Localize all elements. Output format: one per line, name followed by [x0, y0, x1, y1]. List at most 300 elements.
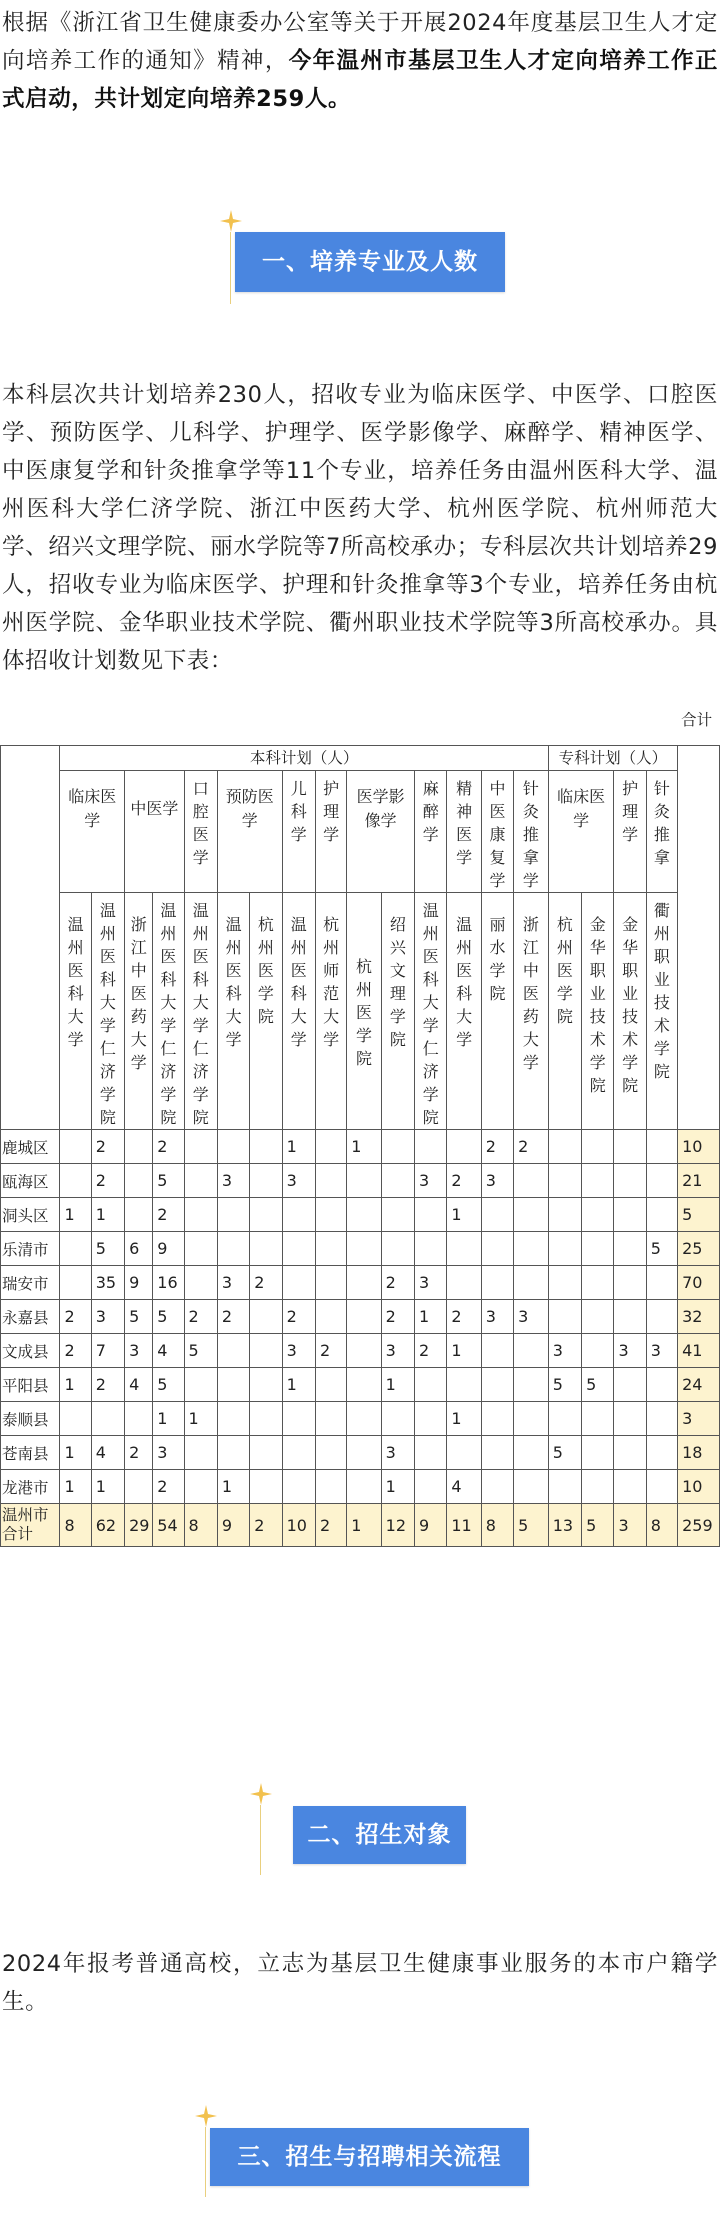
total-cell: 5	[678, 1198, 720, 1232]
count-cell	[582, 1130, 614, 1164]
corner-cell	[1, 746, 60, 1130]
count-cell	[548, 1266, 581, 1300]
university-header: 金华职业技术学院	[614, 893, 646, 1130]
count-cell	[315, 1402, 346, 1436]
count-cell: 5	[153, 1368, 184, 1402]
university-header: 温州医科大学	[60, 893, 91, 1130]
count-cell	[184, 1266, 217, 1300]
count-cell: 11	[447, 1504, 481, 1547]
count-cell: 8	[184, 1504, 217, 1547]
count-cell	[415, 1130, 447, 1164]
count-cell	[646, 1300, 677, 1334]
count-cell: 16	[153, 1266, 184, 1300]
count-cell	[582, 1164, 614, 1198]
table-row	[1, 1232, 720, 1266]
count-cell: 3	[514, 1300, 549, 1334]
count-cell	[514, 1266, 549, 1300]
count-cell	[347, 1368, 381, 1402]
count-cell: 2	[415, 1334, 447, 1368]
count-cell	[250, 1436, 282, 1470]
major-header: 中医学	[125, 771, 184, 893]
table-row	[1, 1368, 720, 1402]
region-cell: 乐清市	[1, 1232, 60, 1266]
total-cell: 259	[678, 1504, 720, 1547]
count-cell: 3	[614, 1504, 646, 1547]
undergrad-header: 本科计划（人）	[60, 746, 548, 771]
count-cell: 12	[381, 1504, 414, 1547]
count-cell: 13	[548, 1504, 581, 1547]
count-cell	[347, 1198, 381, 1232]
count-cell	[184, 1130, 217, 1164]
count-cell	[447, 1436, 481, 1470]
table-row	[1, 1402, 720, 1436]
count-cell	[60, 1164, 91, 1198]
table-row	[1, 1470, 720, 1504]
count-cell: 1	[184, 1402, 217, 1436]
count-cell	[548, 1130, 581, 1164]
count-cell: 3	[217, 1266, 249, 1300]
count-cell	[217, 1232, 249, 1266]
count-cell: 3	[415, 1266, 447, 1300]
intro-bold: 今年温州市基层卫生人才定向培养工作正式启动，共计划定向培养259人。	[2, 48, 718, 112]
target-paragraph: 2024年报考普通高校，立志为基层卫生健康事业服务的本市户籍学生。	[2, 1951, 718, 2015]
count-cell	[481, 1436, 513, 1470]
count-cell: 3	[282, 1334, 315, 1368]
section-title-training: 一、培养专业及人数	[235, 232, 505, 292]
count-cell: 5	[125, 1300, 153, 1334]
count-cell: 3	[381, 1436, 414, 1470]
count-cell	[614, 1368, 646, 1402]
count-cell	[250, 1130, 282, 1164]
university-header: 杭州师范大学	[315, 893, 346, 1130]
count-cell	[315, 1300, 346, 1334]
count-cell: 3	[481, 1300, 513, 1334]
count-cell: 3	[91, 1300, 124, 1334]
count-cell: 1	[153, 1402, 184, 1436]
count-cell	[125, 1130, 153, 1164]
count-cell	[60, 1402, 91, 1436]
count-cell: 2	[153, 1130, 184, 1164]
count-cell	[250, 1198, 282, 1232]
count-cell	[415, 1198, 447, 1232]
major-header: 预防医学	[217, 771, 282, 893]
count-cell: 1	[60, 1436, 91, 1470]
count-cell	[514, 1470, 549, 1504]
count-cell	[582, 1266, 614, 1300]
count-cell: 2	[60, 1300, 91, 1334]
count-cell: 2	[250, 1266, 282, 1300]
count-cell	[614, 1300, 646, 1334]
count-cell	[315, 1470, 346, 1504]
count-cell: 2	[184, 1300, 217, 1334]
count-cell	[646, 1436, 677, 1470]
count-cell	[315, 1232, 346, 1266]
count-cell: 1	[282, 1368, 315, 1402]
count-cell	[646, 1470, 677, 1504]
count-cell	[125, 1402, 153, 1436]
count-cell	[217, 1436, 249, 1470]
count-cell: 2	[60, 1334, 91, 1368]
region-cell: 瑞安市	[1, 1266, 60, 1300]
major-header: 麻醉学	[415, 771, 447, 893]
count-cell: 4	[153, 1334, 184, 1368]
decor-line	[230, 232, 231, 304]
count-cell: 1	[447, 1198, 481, 1232]
table-row	[1, 1334, 720, 1368]
total-header: 合计	[678, 746, 720, 1130]
count-cell	[282, 1266, 315, 1300]
enrollment-table	[0, 710, 720, 1547]
count-cell	[514, 1232, 549, 1266]
region-cell: 永嘉县	[1, 1300, 60, 1334]
sparkle-icon	[195, 2105, 217, 2127]
count-cell	[548, 1232, 581, 1266]
major-header: 临床医学	[548, 771, 614, 893]
university-header: 杭州医学院	[548, 893, 581, 1130]
university-header: 浙江中医药大学	[125, 893, 153, 1130]
count-cell	[184, 1164, 217, 1198]
university-header: 绍兴文理学院	[381, 893, 414, 1130]
table-row	[1, 1130, 720, 1164]
count-cell	[415, 1402, 447, 1436]
count-cell	[582, 1300, 614, 1334]
count-cell: 1	[447, 1402, 481, 1436]
count-cell	[548, 1402, 581, 1436]
count-cell: 1	[347, 1130, 381, 1164]
university-header: 温州医科大学仁济学院	[415, 893, 447, 1130]
count-cell	[282, 1436, 315, 1470]
total-cell: 25	[678, 1232, 720, 1266]
count-cell	[217, 1368, 249, 1402]
count-cell	[91, 1402, 124, 1436]
university-header: 温州医科大学仁济学院	[153, 893, 184, 1130]
count-cell	[347, 1266, 381, 1300]
count-cell	[250, 1164, 282, 1198]
count-cell	[315, 1266, 346, 1300]
region-cell: 平阳县	[1, 1368, 60, 1402]
count-cell	[60, 1232, 91, 1266]
decor-line	[205, 2127, 206, 2197]
count-cell: 2	[282, 1300, 315, 1334]
count-cell: 1	[91, 1198, 124, 1232]
count-cell	[217, 1334, 249, 1368]
count-cell	[447, 1266, 481, 1300]
major-header: 精神医学	[447, 771, 481, 893]
region-cell: 瓯海区	[1, 1164, 60, 1198]
count-cell	[646, 1164, 677, 1198]
section-title-process: 三、招生与招聘相关流程	[210, 2128, 529, 2186]
region-cell: 温州市合计	[1, 1504, 60, 1547]
count-cell	[184, 1368, 217, 1402]
count-cell	[646, 1368, 677, 1402]
count-cell: 5	[184, 1334, 217, 1368]
major-header: 医学影像学	[347, 771, 415, 893]
count-cell: 2	[125, 1436, 153, 1470]
count-cell	[548, 1198, 581, 1232]
university-header: 温州医科大学	[217, 893, 249, 1130]
table-row	[1, 1300, 720, 1334]
table-header-row	[1, 746, 720, 771]
count-cell: 9	[125, 1266, 153, 1300]
count-cell	[381, 1402, 414, 1436]
count-cell	[514, 1436, 549, 1470]
sparkle-icon	[250, 1783, 272, 1805]
total-cell: 70	[678, 1266, 720, 1300]
count-cell	[614, 1232, 646, 1266]
count-cell	[60, 1266, 91, 1300]
count-cell	[415, 1368, 447, 1402]
count-cell: 3	[282, 1164, 315, 1198]
count-cell: 2	[217, 1300, 249, 1334]
count-cell: 2	[315, 1334, 346, 1368]
university-header-row	[1, 893, 720, 1130]
count-cell: 2	[153, 1198, 184, 1232]
total-cell: 3	[678, 1402, 720, 1436]
major-header: 护理学	[614, 771, 646, 893]
count-cell: 3	[646, 1334, 677, 1368]
count-cell: 2	[381, 1300, 414, 1334]
count-cell	[415, 1470, 447, 1504]
count-cell: 9	[153, 1232, 184, 1266]
count-cell	[217, 1402, 249, 1436]
count-cell: 3	[217, 1164, 249, 1198]
count-cell	[614, 1198, 646, 1232]
count-cell	[514, 1334, 549, 1368]
count-cell	[60, 1130, 91, 1164]
count-cell	[481, 1368, 513, 1402]
count-cell	[125, 1164, 153, 1198]
count-cell: 5	[582, 1368, 614, 1402]
count-cell	[514, 1368, 549, 1402]
count-cell	[250, 1232, 282, 1266]
count-cell	[614, 1266, 646, 1300]
count-cell	[315, 1368, 346, 1402]
intro-text: 根据《浙江省卫生健康委办公室等关于开展2024年度基层卫生人才定向培养工作的通知》精神，	[2, 10, 718, 74]
count-cell: 2	[91, 1368, 124, 1402]
count-cell	[415, 1232, 447, 1266]
count-cell	[250, 1470, 282, 1504]
count-cell	[125, 1198, 153, 1232]
university-header: 杭州医学院	[347, 893, 381, 1130]
count-cell: 3	[481, 1164, 513, 1198]
count-cell	[381, 1198, 414, 1232]
count-cell: 3	[548, 1334, 581, 1368]
count-cell: 1	[381, 1368, 414, 1402]
count-cell	[282, 1470, 315, 1504]
total-cell: 24	[678, 1368, 720, 1402]
count-cell	[184, 1198, 217, 1232]
count-cell	[481, 1470, 513, 1504]
count-cell: 2	[447, 1300, 481, 1334]
count-cell	[347, 1334, 381, 1368]
count-cell	[250, 1402, 282, 1436]
count-cell: 2	[481, 1130, 513, 1164]
intro-paragraph	[0, 4, 720, 118]
college-header: 专科计划（人）	[548, 746, 677, 771]
count-cell	[646, 1266, 677, 1300]
count-cell	[514, 1402, 549, 1436]
count-cell	[347, 1232, 381, 1266]
major-header: 护理学	[315, 771, 346, 893]
count-cell: 2	[91, 1130, 124, 1164]
count-cell: 8	[646, 1504, 677, 1547]
major-header: 针灸推拿	[646, 771, 677, 893]
count-cell: 1	[447, 1334, 481, 1368]
count-cell	[582, 1198, 614, 1232]
university-header: 温州医科大学仁济学院	[184, 893, 217, 1130]
count-cell	[184, 1232, 217, 1266]
total-cell: 32	[678, 1300, 720, 1334]
university-header: 温州医科大学	[282, 893, 315, 1130]
count-cell: 5	[153, 1164, 184, 1198]
count-cell: 7	[91, 1334, 124, 1368]
major-header: 口腔医学	[184, 771, 217, 893]
count-cell: 1	[60, 1368, 91, 1402]
total-cell: 21	[678, 1164, 720, 1198]
count-cell	[582, 1436, 614, 1470]
region-cell: 洞头区	[1, 1198, 60, 1232]
count-cell	[217, 1130, 249, 1164]
count-cell: 2	[250, 1504, 282, 1547]
total-cell: 10	[678, 1130, 720, 1164]
university-header: 衢州职业技术学院	[646, 893, 677, 1130]
count-cell	[315, 1130, 346, 1164]
count-cell	[548, 1300, 581, 1334]
count-cell	[381, 1232, 414, 1266]
plan-paragraph: 本科层次共计划培养230人，招收专业为临床医学、中医学、口腔医学、预防医学、儿科学、护理学、医学影像学、麻醉学、精神医学、中医康复学和针灸推拿学等11个专业，培养任务由温州医科大学、温州医科大学仁济学院、浙江中医药大学、杭州医学院、杭州师范大学、绍兴文理学院、丽水学院等7所高校承办；专科层次共计划培养29人，招收专业为临床医学、护理和针灸推拿等3个专业，培养任务由杭州医学院、金华职业技术学院、衢州职业技术学院等3所高校承办。具体招收计划数见下表：	[2, 382, 718, 674]
count-cell	[646, 1130, 677, 1164]
count-cell: 1	[415, 1300, 447, 1334]
count-cell	[282, 1198, 315, 1232]
count-cell: 8	[60, 1504, 91, 1547]
count-cell: 35	[91, 1266, 124, 1300]
count-cell: 6	[125, 1232, 153, 1266]
count-cell	[381, 1130, 414, 1164]
count-cell	[646, 1198, 677, 1232]
count-cell	[415, 1436, 447, 1470]
university-header: 丽水学院	[481, 893, 513, 1130]
region-cell: 苍南县	[1, 1436, 60, 1470]
table-body	[1, 1130, 720, 1547]
count-cell: 3	[125, 1334, 153, 1368]
count-cell: 3	[153, 1436, 184, 1470]
count-cell	[481, 1334, 513, 1368]
university-header: 浙江中医药大学	[514, 893, 549, 1130]
count-cell	[614, 1164, 646, 1198]
count-cell: 1	[60, 1470, 91, 1504]
count-cell	[217, 1198, 249, 1232]
count-cell: 3	[415, 1164, 447, 1198]
section-title-target: 二、招生对象	[293, 1806, 466, 1864]
university-header: 温州医科大学仁济学院	[91, 893, 124, 1130]
count-cell	[582, 1334, 614, 1368]
major-header-row	[1, 771, 720, 893]
count-cell	[582, 1232, 614, 1266]
count-cell: 1	[282, 1130, 315, 1164]
major-header: 中医康复学	[481, 771, 513, 893]
total-cell: 10	[678, 1470, 720, 1504]
count-cell	[347, 1300, 381, 1334]
major-header: 儿科学	[282, 771, 315, 893]
count-cell: 29	[125, 1504, 153, 1547]
count-cell: 8	[481, 1504, 513, 1547]
count-cell: 5	[548, 1436, 581, 1470]
count-cell: 3	[381, 1334, 414, 1368]
count-cell	[381, 1164, 414, 1198]
summary-row	[1, 1504, 720, 1547]
count-cell: 5	[153, 1300, 184, 1334]
count-cell: 3	[614, 1334, 646, 1368]
count-cell	[447, 1232, 481, 1266]
count-cell	[125, 1470, 153, 1504]
university-header: 杭州医学院	[250, 893, 282, 1130]
count-cell: 54	[153, 1504, 184, 1547]
count-cell	[548, 1164, 581, 1198]
count-cell	[582, 1470, 614, 1504]
count-cell: 2	[153, 1470, 184, 1504]
count-cell	[250, 1300, 282, 1334]
count-cell	[481, 1402, 513, 1436]
count-cell	[184, 1470, 217, 1504]
count-cell	[282, 1402, 315, 1436]
count-cell	[614, 1130, 646, 1164]
count-cell	[347, 1436, 381, 1470]
region-cell: 龙港市	[1, 1470, 60, 1504]
region-cell: 文成县	[1, 1334, 60, 1368]
count-cell: 2	[381, 1266, 414, 1300]
count-cell	[614, 1470, 646, 1504]
count-cell	[250, 1334, 282, 1368]
count-cell	[315, 1164, 346, 1198]
count-cell: 1	[217, 1470, 249, 1504]
count-cell	[548, 1470, 581, 1504]
count-cell	[447, 1368, 481, 1402]
major-header: 针灸推拿学	[514, 771, 549, 893]
count-cell	[481, 1266, 513, 1300]
count-cell: 4	[447, 1470, 481, 1504]
count-cell	[514, 1164, 549, 1198]
count-cell: 5	[91, 1232, 124, 1266]
count-cell: 2	[315, 1504, 346, 1547]
university-header: 金华职业技术学院	[582, 893, 614, 1130]
count-cell	[614, 1436, 646, 1470]
count-cell: 1	[91, 1470, 124, 1504]
count-cell	[481, 1198, 513, 1232]
sparkle-icon	[220, 210, 242, 232]
count-cell: 5	[548, 1368, 581, 1402]
count-cell: 2	[91, 1164, 124, 1198]
total-cell: 41	[678, 1334, 720, 1368]
region-cell: 鹿城区	[1, 1130, 60, 1164]
count-cell: 5	[582, 1504, 614, 1547]
university-header: 温州医科大学	[447, 893, 481, 1130]
count-cell: 4	[125, 1368, 153, 1402]
total-cell: 18	[678, 1436, 720, 1470]
count-cell	[514, 1198, 549, 1232]
count-cell: 2	[447, 1164, 481, 1198]
table-row	[1, 1164, 720, 1198]
table-row	[1, 1198, 720, 1232]
count-cell	[481, 1232, 513, 1266]
count-cell	[282, 1232, 315, 1266]
count-cell: 1	[347, 1504, 381, 1547]
count-cell: 5	[514, 1504, 549, 1547]
count-cell: 10	[282, 1504, 315, 1547]
count-cell: 2	[514, 1130, 549, 1164]
count-cell	[646, 1402, 677, 1436]
count-cell	[315, 1198, 346, 1232]
count-cell: 5	[646, 1232, 677, 1266]
